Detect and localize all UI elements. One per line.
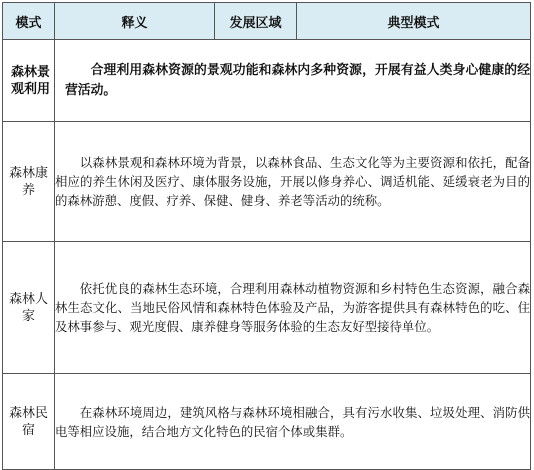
header-definition: 释义 [55, 3, 215, 40]
table-row [3, 374, 531, 470]
forest-mode-table [2, 2, 531, 470]
header-typical: 典型模式 [297, 3, 531, 40]
mode-name-cell: 森林民宿 [3, 374, 55, 470]
table-row [3, 122, 531, 242]
header-region: 发展区域 [215, 3, 297, 40]
mode-name-cell: 森林人家 [3, 242, 55, 374]
table-header-row [3, 3, 531, 40]
mode-name-cell: 森林景观利用 [3, 40, 55, 122]
mode-description-cell: 以森林景观和森林环境为背景，以森林食品、生态文化等为主要资源和依托，配备相应的养生休闲及医疗、康体服务设施，开展以修身养心、调适机能、延缓衰老为目的的森林游憩、度假、疗养、保健、健身、养老等活动的统称。 [55, 122, 531, 242]
table-row [3, 40, 531, 122]
mode-name-cell: 森林康养 [3, 122, 55, 242]
mode-description-cell: 在森林环境周边，建筑风格与森林环境相融合，具有污水收集、垃圾处理、消防供电等相应设施，结合地方文化特色的民宿个体或集群。 [55, 374, 531, 470]
mode-description-cell: 依托优良的森林生态环境，合理利用森林动植物资源和乡村特色生态资源，融合森林生态文化、当地民俗风情和森林特色体验及产品，为游客提供具有森林特色的吃、住及林事参与、观光度假、康养健身等服务体验的生态友好型接待单位。 [55, 242, 531, 374]
mode-description-cell: 合理利用森林资源的景观功能和森林内多种资源，开展有益人类身心健康的经营活动。 [55, 40, 531, 122]
table-row [3, 242, 531, 374]
header-mode: 模式 [3, 3, 55, 40]
